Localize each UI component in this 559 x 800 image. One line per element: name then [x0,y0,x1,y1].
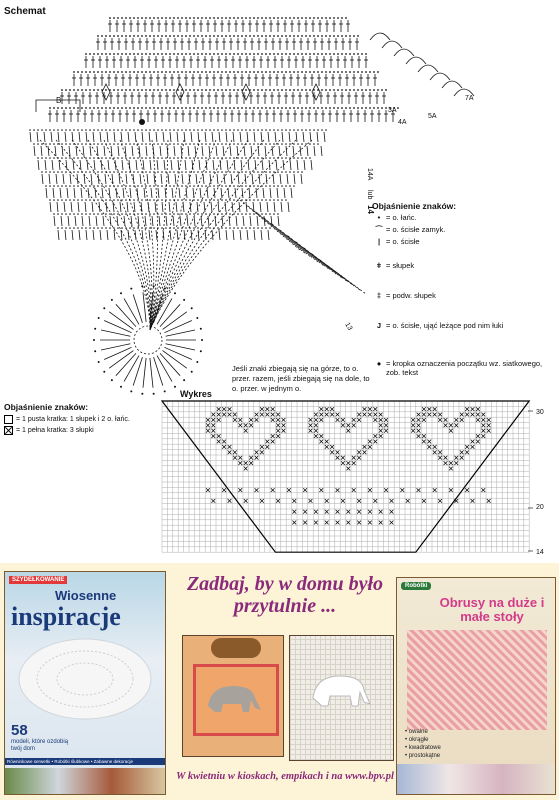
wykres-title: Wykres [180,389,212,399]
legend-full-text: = 1 pełna kratka: 3 słupki [16,427,94,434]
legend-right-text: = o. ścisłe [386,237,420,246]
legend-right-title: Objaśnienie znaków: [372,201,457,211]
legend-symbol-icon: | [377,237,381,246]
label-14a: 14A [366,168,373,181]
legend-full-row [4,426,154,435]
mag1-strip: Równinkowe serwetki • Robótki ślubkowe • Zabawne dekoracje [5,758,166,765]
row-label-20: 20 [536,504,544,511]
legend-right-text: = o. ścisłe zamyk. [386,225,446,234]
legend-empty-row [4,415,154,424]
photo-elephant-curtain[interactable] [289,635,394,761]
mag1-count: 58 [11,722,28,739]
legend-right-text: = o. ścisłe, ująć leżące pod nim łuki [386,321,504,330]
mag3-badge: Robótki [401,582,431,590]
legend-symbol-icon: J [376,321,382,330]
mag3-bullets [405,728,441,760]
legend-right-item [372,291,546,300]
photo-elephant-doily[interactable] [182,635,284,757]
legend-left-title: Objaśnienie znaków: [4,402,89,412]
label-4a: 4A [398,119,407,126]
legend-right-item [372,237,546,246]
legend-empty-text: = 1 pusta kratka: 1 słupek i 2 o. łańc. [16,416,130,423]
mag3-bullet: • okrągłe [405,737,429,743]
legend-right-text: = podw. słupek [386,291,436,300]
mag3-thumbnails [397,764,555,794]
magazine-cover-wiosenne-inspiracje[interactable] [4,571,166,795]
elephant-icon [203,676,263,716]
schemat-title: Schemat [4,6,46,17]
mag1-badge: SZYDEŁKOWANIE [9,576,67,584]
legend-left [4,402,154,435]
legend-right-item [372,359,546,377]
legend-symbol-icon: ‡ [376,291,382,300]
ad-footer: W kwietniu w kioskach, empikach i na www.bpv.pl [176,771,394,782]
filled-box-icon [4,426,13,435]
legend-right-text: = kropka oznaczenia początku wz. siatkowego, zob. tekst [386,359,543,377]
magazine-cover-obrusy[interactable] [396,577,556,795]
mag1-title-main: inspiracje [11,602,121,631]
legend-right-text: = o. łańc. [386,213,417,222]
label-13: 13 [343,321,354,332]
legend-symbol-icon: ● [376,359,382,368]
empty-box-icon [4,415,13,424]
mag3-table-image [407,630,547,730]
legend-right [372,201,557,383]
note-text: Jeśli znaki zbiegają się na górze, to o. przer. razem, jeśli zbiegają się na dole, to o. przer. w jednym o. [232,364,370,393]
legend-symbol-icon: • [377,213,381,222]
label-5a: 5A [428,113,437,120]
legend-symbol-icon: ⌒ [375,225,383,234]
mag1-doily-image [15,634,155,724]
legend-right-item [372,225,546,234]
mag1-title-top: Wiosenne [55,588,117,603]
mag1-count-text: modeli, które ozdobią twój dom [11,739,69,752]
row-label-30: 30 [536,409,544,416]
mag3-bullet: • owalne [405,729,428,735]
magazine-advert [0,563,559,800]
label-b: B [56,96,62,105]
label-lub: lub [366,190,373,200]
label-7a: 7A [465,95,474,102]
wooden-elephant-figures [211,638,261,658]
label-3a: 3A [388,107,397,114]
row-label-14: 14 [536,549,544,555]
legend-right-rows [372,213,557,383]
legend-right-text: = słupek [386,261,415,270]
mag3-title: Obrusy na duże i małe stoły [439,595,545,624]
legend-right-item [372,321,546,330]
label-14: 14 [366,205,375,214]
mag1-photos [5,768,165,794]
ad-headline: Zadbaj, by w domu było przytulnie ... [186,573,384,617]
legend-right-item [372,213,546,222]
mag3-bullet: • prostokątne [405,753,441,759]
mag3-bullet: • kwadratowe [405,745,441,751]
legend-symbol-icon: ǂ [376,261,382,270]
legend-right-item [372,261,546,270]
filet-chart-grid [158,397,558,555]
elephant-icon [308,666,374,710]
